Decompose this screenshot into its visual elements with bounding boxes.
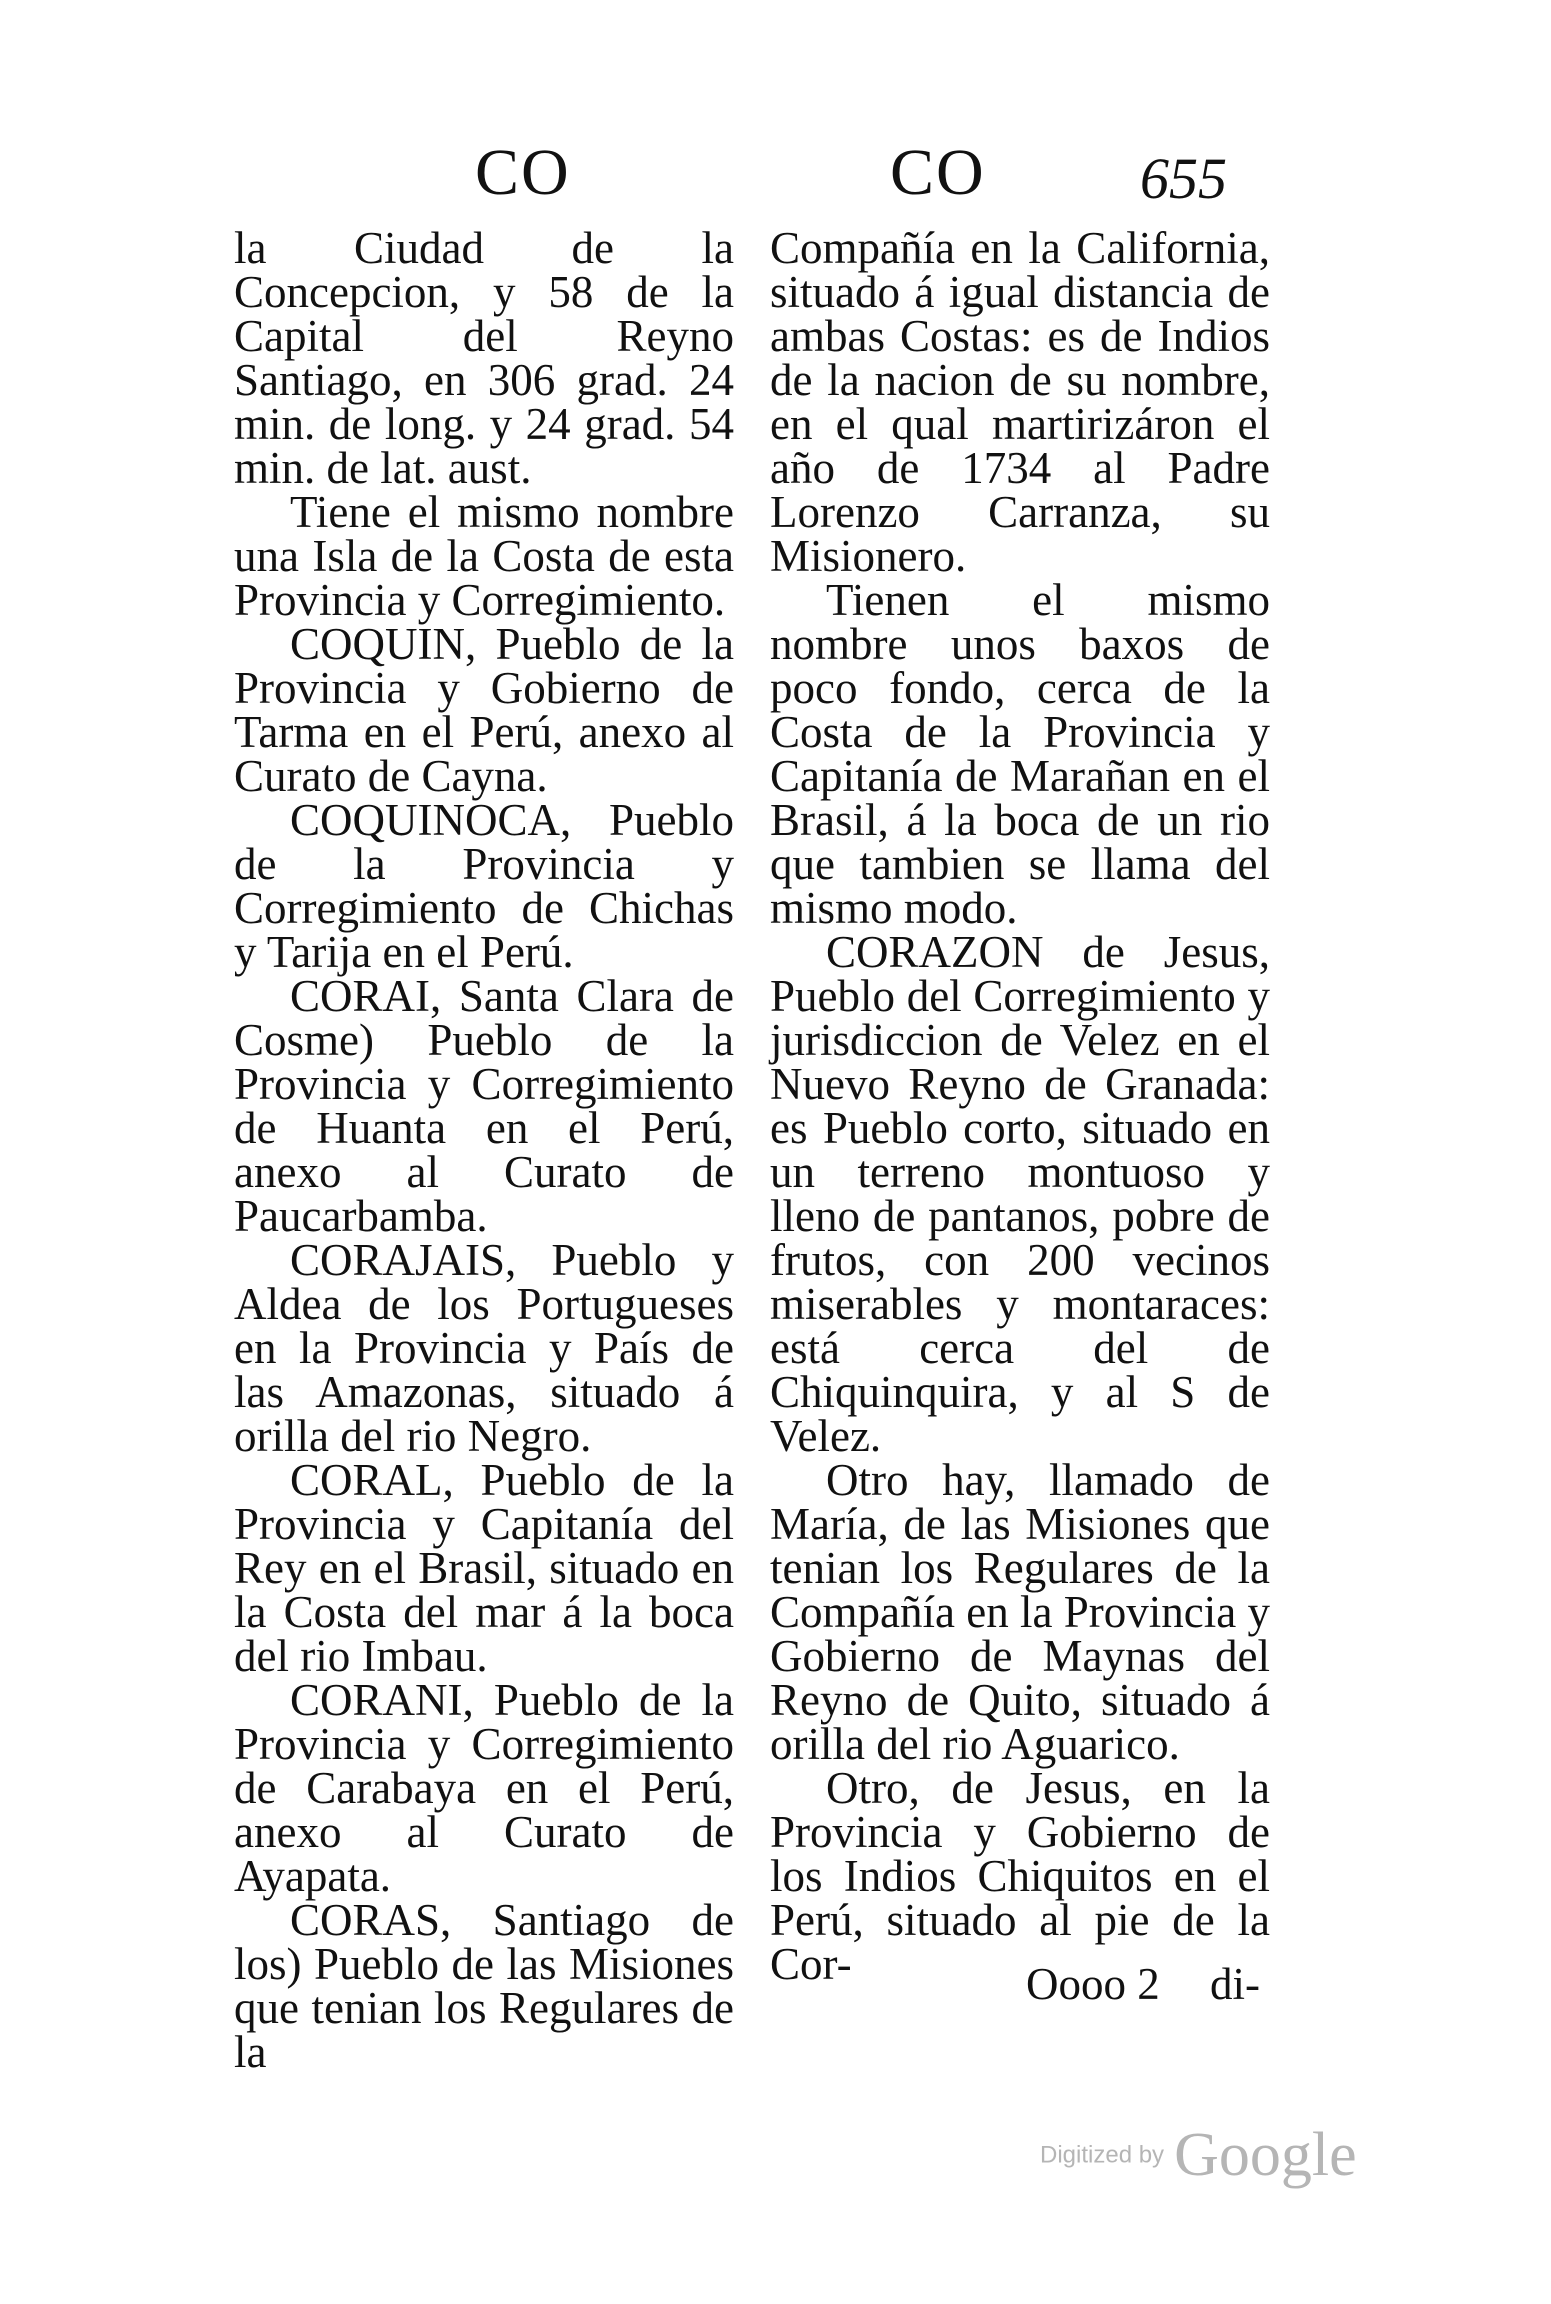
running-head-right: CO bbox=[890, 136, 986, 209]
paragraph: la Ciudad de la Concepcion, y 58 de la Capital del Reyno Santiago, en 306 grad. 24 min. de long. y 24 grad. 54 min. de lat. aust. bbox=[234, 223, 734, 493]
entry-corai: CORAI, Santa Clara de Cosme) Pueblo de la Provincia y Corregimiento de Huanta en el Perú, anexo al Curato de Paucarbamba. bbox=[234, 971, 734, 1241]
entry-corani: CORANI, Pueblo de la Provincia y Corregimiento de Carabaya en el Perú, anexo al Curato de Ayapata. bbox=[234, 1675, 734, 1901]
entry-coras: CORAS, Santiago de los) Pueblo de las Misiones que tenian los Regulares de la bbox=[234, 1895, 734, 2077]
catchword: di- bbox=[1210, 1959, 1260, 2009]
running-head-left: CO bbox=[475, 136, 571, 209]
paragraph: Tiene el mismo nombre una Isla de la Costa de esta Provincia y Corregimiento. bbox=[234, 487, 734, 625]
right-column bbox=[770, 223, 1270, 1989]
entry-corazon: CORAZON de Jesus, Pueblo del Corregimiento y jurisdiccion de Velez en el Nuevo Reyno de Granada: es Pueblo corto, situado en un terreno montuoso y lleno de pantanos, pobre de frutos, con 200 vecinos miserables y montaraces: está cerca del de Chiquinquira, y al S de Velez. bbox=[770, 927, 1270, 1461]
left-column bbox=[234, 223, 734, 2077]
digitized-watermark bbox=[1040, 2120, 1357, 2191]
paragraph: Otro hay, llamado de María, de las Misiones que tenian los Regulares de la Compañía en la Provincia y Gobierno de Maynas del Reyno de Quito, situado á orilla del rio Aguarico. bbox=[770, 1455, 1270, 1769]
paragraph: Tienen el mismo nombre unos baxos de poco fondo, cerca de la Costa de la Provincia y Capitanía de Marañan en el Brasil, á la boca de un rio que tambien se llama del mismo modo. bbox=[770, 575, 1270, 933]
google-logo: Google bbox=[1174, 2121, 1357, 2189]
page-number: 655 bbox=[1140, 146, 1227, 211]
paragraph: Compañía en la California, situado á igual distancia de ambas Costas: es de Indios de la nacion de su nombre, en el qual martirizáron el año de 1734 al Padre Lorenzo Carranza, su Misionero. bbox=[770, 223, 1270, 581]
watermark-prefix: Digitized by bbox=[1040, 2141, 1165, 2169]
entry-coquin: COQUIN, Pueblo de la Provincia y Gobierno de Tarma en el Perú, anexo al Curato de Cayna. bbox=[234, 619, 734, 801]
entry-coral: CORAL, Pueblo de la Provincia y Capitanía del Rey en el Brasil, situado en la Costa del mar á la boca del rio Imbau. bbox=[234, 1455, 734, 1681]
signature-mark: Oooo 2 bbox=[1026, 1959, 1160, 2009]
entry-corajais: CORAJAIS, Pueblo y Aldea de los Portugueses en la Provincia y País de las Amazonas, situado á orilla del rio Negro. bbox=[234, 1235, 734, 1461]
paragraph: Otro, de Jesus, en la Provincia y Gobierno de los Indios Chiquitos en el Perú, situado al pie de la Cor- bbox=[770, 1763, 1270, 1989]
entry-coquinoca: COQUINOCA, Pueblo de la Provincia y Corregimiento de Chichas y Tarija en el Perú. bbox=[234, 795, 734, 977]
